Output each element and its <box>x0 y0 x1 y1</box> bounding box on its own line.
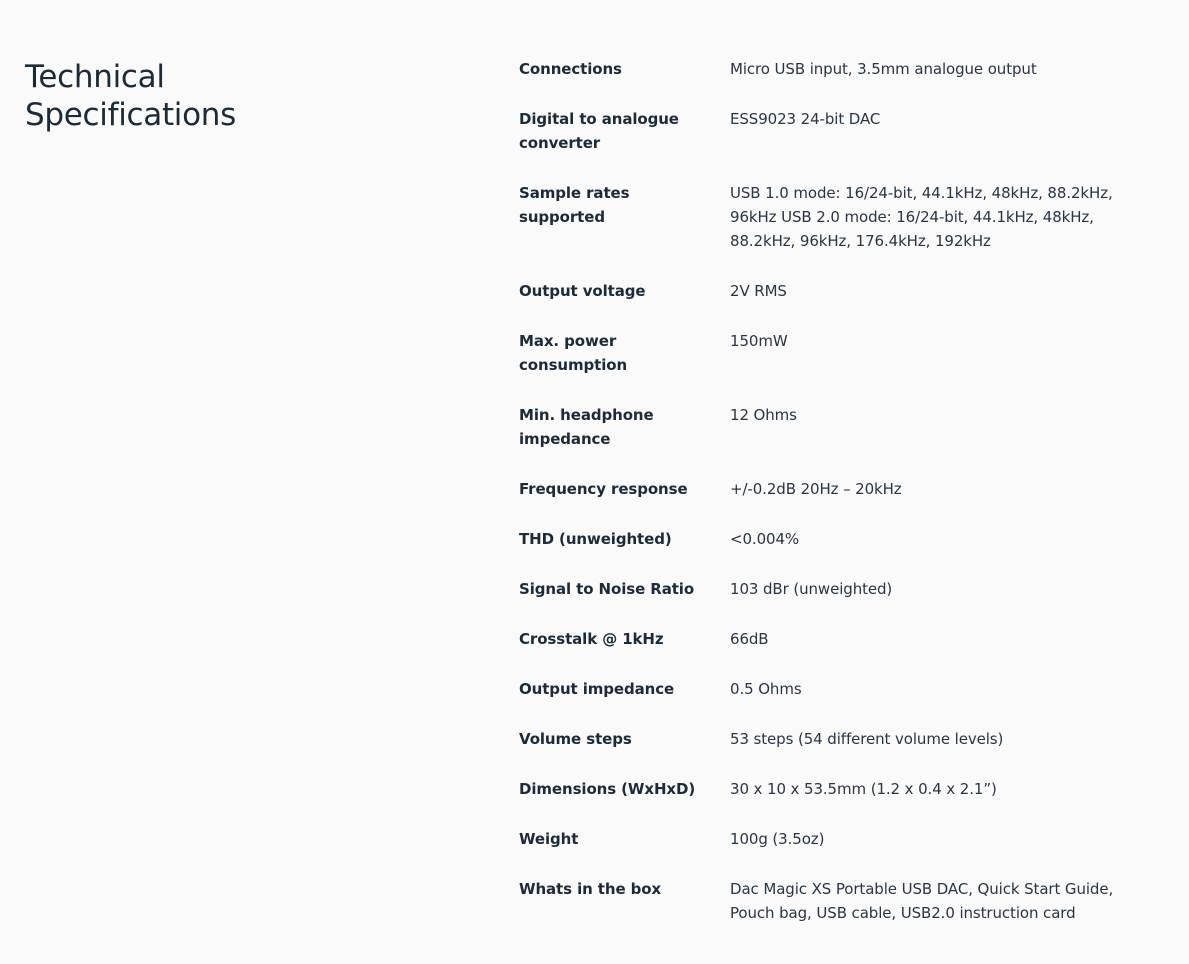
spec-label: Crosstalk @ 1kHz <box>519 630 664 648</box>
spec-value: 66dB <box>730 630 769 648</box>
spec-label: Output impedance <box>519 680 675 698</box>
spec-value: 150mW <box>730 332 788 350</box>
spec-value: 30 x 10 x 53.5mm (1.2 x 0.4 x 2.1”) <box>730 780 997 798</box>
spec-label: Weight <box>519 830 579 848</box>
page-title-line2: Specifications <box>25 97 236 133</box>
spec-value: 12 Ohms <box>730 406 797 424</box>
spec-label: Sample rates supported <box>519 184 630 226</box>
spec-label: Frequency response <box>519 480 688 498</box>
spec-value: 0.5 Ohms <box>730 680 802 698</box>
spec-label: Whats in the box <box>519 880 662 898</box>
spec-row-dac <box>519 107 1159 155</box>
specs-table <box>519 57 1159 951</box>
spec-value: Dac Magic XS Portable USB DAC, Quick Start Guide, Pouch bag, USB cable, USB2.0 instruction card <box>730 880 1114 922</box>
spec-value: Micro USB input, 3.5mm analogue output <box>730 60 1037 78</box>
spec-label: Min. headphone impedance <box>519 406 654 448</box>
spec-row-headphone-impedance <box>519 403 1159 451</box>
spec-label: Max. power consumption <box>519 332 628 374</box>
spec-label: Signal to Noise Ratio <box>519 580 695 598</box>
page-title-line1: Technical <box>25 59 165 95</box>
spec-value: 53 steps (54 different volume levels) <box>730 730 1004 748</box>
spec-row-power <box>519 329 1159 377</box>
spec-label: THD (unweighted) <box>519 530 672 548</box>
spec-label: Output voltage <box>519 282 646 300</box>
spec-row-dimensions <box>519 777 1159 801</box>
spec-row-connections <box>519 57 1159 81</box>
spec-label: Dimensions (WxHxD) <box>519 780 696 798</box>
spec-row-output-voltage <box>519 279 1159 303</box>
spec-value: USB 1.0 mode: 16/24-bit, 44.1kHz, 48kHz, 88.2kHz, 96kHz USB 2.0 mode: 16/24-bit, 44.1kHz, 48kHz, 88.2kHz, 96kHz, 176.4kHz, 192kHz <box>730 184 1113 250</box>
spec-row-volume-steps <box>519 727 1159 751</box>
spec-label: Digital to analogue converter <box>519 110 679 152</box>
spec-row-crosstalk <box>519 627 1159 651</box>
spec-value: 103 dBr (unweighted) <box>730 580 893 598</box>
spec-row-snr <box>519 577 1159 601</box>
spec-value: <0.004% <box>730 530 800 548</box>
spec-row-weight <box>519 827 1159 851</box>
spec-row-box-contents <box>519 877 1159 925</box>
page-title <box>25 58 325 134</box>
spec-value: 100g (3.5oz) <box>730 830 825 848</box>
spec-value: ESS9023 24-bit DAC <box>730 110 881 128</box>
spec-row-sample-rates <box>519 181 1159 253</box>
spec-value: +/-0.2dB 20Hz – 20kHz <box>730 480 902 498</box>
spec-label: Volume steps <box>519 730 632 748</box>
spec-row-thd <box>519 527 1159 551</box>
spec-label: Connections <box>519 60 622 78</box>
spec-row-output-impedance <box>519 677 1159 701</box>
spec-row-frequency-response <box>519 477 1159 501</box>
spec-value: 2V RMS <box>730 282 787 300</box>
